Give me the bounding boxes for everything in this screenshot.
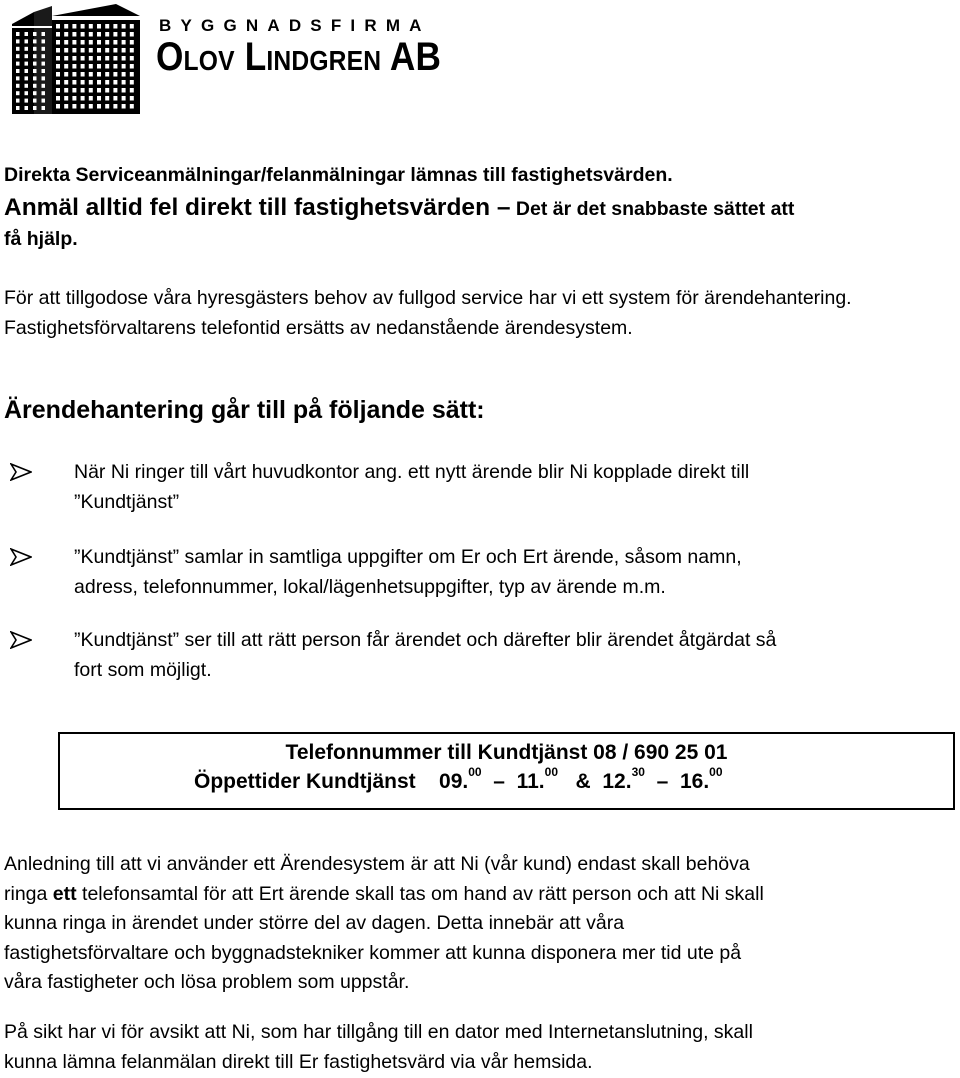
list-item-line: ”Kundtjänst” samlar in samtliga uppgifter om Er och Ert ärende, såsom namn, [74,546,742,568]
paragraph-line: kunna ringa in ärendet under större del av dagen. Detta innebär att våra [4,912,625,935]
time-dash: – [493,770,505,793]
arrow-bullet-icon [10,631,32,649]
building-logo-icon [4,2,144,114]
arrow-bullet-icon [10,463,32,481]
paragraph-line: fastighetsförvaltare och byggnadstekniker kommer att kunna disponera mer tid ute på [4,941,742,964]
text-span: ringa [4,882,53,905]
text-span: telefonsamtal för att Ert ärende skall tas om hand av rätt person och att Ni skall [76,882,764,905]
intro-line-3: få hjälp. [4,228,78,250]
paragraph-line: kunna lämna felanmälan direkt till Er fastighetsvärd via vår hemsida. [4,1050,593,1073]
firm-subtitle: BYGGNADSFIRMA [159,16,431,35]
list-item-text [74,625,960,685]
list-item-line: När Ni ringer till vårt huvudkontor ang. ett nytt ärende blir Ni kopplade direkt till [74,461,750,483]
intro-line-2 [4,194,794,222]
emphasis-ett: ett [52,882,77,905]
paragraph-line: Anledning till att vi använder ett Ärendesystem är att Ni (vår kund) endast skall behöva [4,853,750,875]
time-close-2: 16. [679,770,710,793]
hours-label: Öppettider Kundtjänst [194,770,416,793]
explanation-paragraph [4,850,954,998]
time-amp: & [575,770,591,793]
paragraph-line [4,880,954,910]
contact-box [58,732,955,810]
firm-name: Olov Lindgren AB [156,35,442,79]
time-open-2-min: 30 [631,765,645,779]
phone-number-line: Telefonnummer till Kundtjänst 08 / 690 25 01 [285,741,728,764]
paragraph-line: På sikt har vi för avsikt att Ni, som har tillgång till en dator med Internetanslutning, skall [4,1021,753,1043]
list-item-line: fort som möjligt. [74,659,212,681]
time-open-1: 09. [439,770,469,793]
intro-dash: – [496,194,511,221]
time-open-2: 12. [602,770,632,793]
paragraph-line: våra fastigheter och lösa problem som uppstår. [4,971,410,994]
opening-hours-line [194,765,723,794]
list-item-text [74,457,960,517]
time-close-1-min: 00 [544,765,559,779]
intro-line-1: Direkta Serviceanmälningar/felanmälningar lämnas till fastighetsvärden. [4,164,673,186]
letterhead [4,2,474,114]
intro-line-2-main: Anmäl alltid fel direkt till fastighetsvärden [4,194,497,221]
time-dash: – [656,770,669,793]
list-item-line: ”Kundtjänst” ser till att rätt person får ärendet och därefter blir ärendet åtgärdat så [74,629,777,651]
time-open-1-min: 00 [468,765,482,779]
list-item-text [74,542,960,602]
list-item-line: ”Kundtjänst” [74,491,180,513]
section-heading: Ärendehantering går till på följande sätt: [4,396,485,424]
time-close-1: 11. [516,770,545,793]
arrow-bullet-icon [10,548,32,566]
list-item-line: adress, telefonnummer, lokal/lägenhetsuppgifter, typ av ärende m.m. [74,576,666,598]
system-paragraph: För att tillgodose våra hyresgästers behov av fullgod service har vi ett system för ärendehantering. Fastighetsförvaltarens telefontid ersätts av nedanstående ärendesystem. [4,287,852,339]
future-paragraph [4,1018,954,1077]
intro-line-2-tail: Det är det snabbaste sättet att [510,198,795,220]
time-close-2-min: 00 [709,765,723,779]
